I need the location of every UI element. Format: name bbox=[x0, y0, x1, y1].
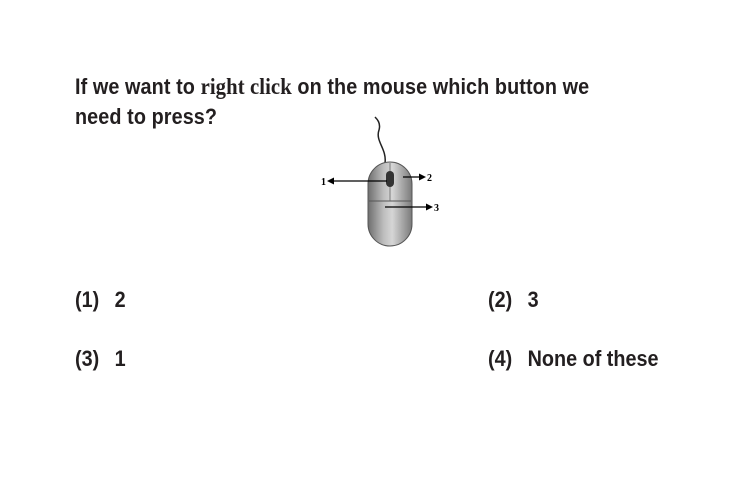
option-1-number: (1) bbox=[75, 287, 100, 312]
option-1-text: 2 bbox=[114, 287, 126, 312]
option-2-number: (2) bbox=[488, 287, 513, 312]
question-text-start: If we want to bbox=[75, 74, 201, 99]
scroll-wheel bbox=[386, 171, 394, 187]
option-3-text: 1 bbox=[114, 346, 126, 371]
option-4[interactable] bbox=[488, 346, 659, 372]
option-4-number: (4) bbox=[488, 346, 513, 371]
question-text-end: on the mouse which button we need to press? bbox=[75, 74, 590, 129]
arrow-1-head bbox=[327, 178, 334, 185]
option-3[interactable] bbox=[75, 346, 126, 372]
label-2: 2 bbox=[427, 173, 432, 184]
option-3-number: (3) bbox=[75, 346, 100, 371]
mouse-diagram bbox=[315, 115, 455, 250]
mouse-cable bbox=[375, 117, 385, 163]
arrow-2-head bbox=[419, 174, 426, 181]
option-2-text: 3 bbox=[527, 287, 539, 312]
option-2[interactable] bbox=[488, 287, 539, 313]
question-emphasis: right click bbox=[200, 74, 292, 99]
arrow-3-head bbox=[426, 204, 433, 211]
label-3: 3 bbox=[434, 203, 439, 214]
option-1[interactable] bbox=[75, 287, 126, 313]
option-4-text: None of these bbox=[527, 346, 659, 371]
label-1: 1 bbox=[321, 177, 326, 188]
